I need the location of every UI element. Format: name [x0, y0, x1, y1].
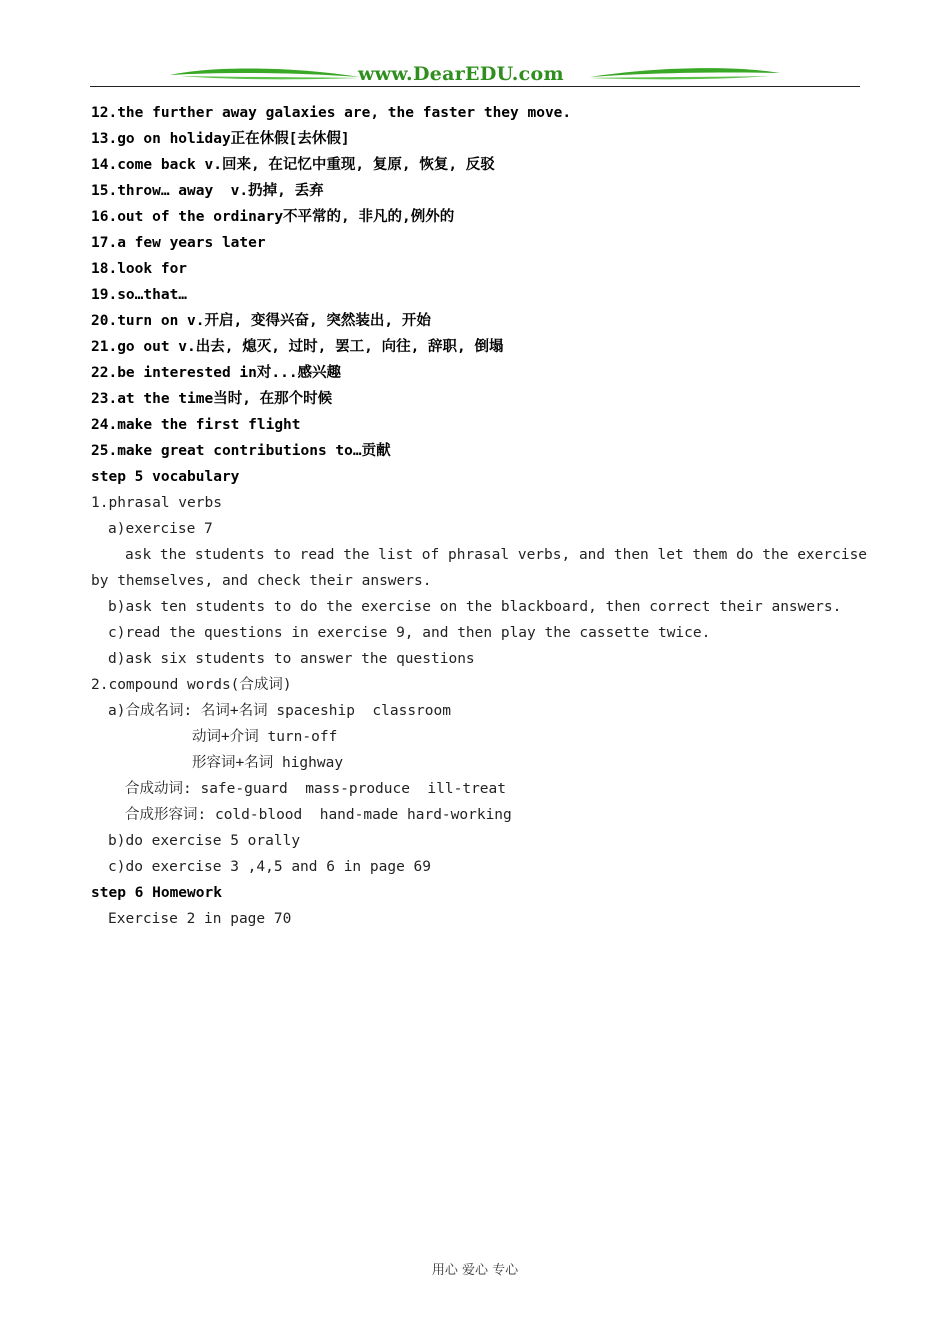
text-line: 25.make great contributions to…贡献 — [91, 443, 391, 459]
right-swoosh-decoration — [590, 66, 780, 82]
text-line: step 5 vocabulary — [91, 469, 240, 485]
text-line: 15.throw… away v.扔掉, 丢弃 — [91, 183, 324, 199]
text-line: Exercise 2 in page 70 — [108, 911, 292, 927]
text-line: 2.compound words(合成词) — [91, 677, 292, 693]
page-header — [90, 60, 860, 90]
text-line: c)read the questions in exercise 9, and then play the cassette twice. — [108, 625, 711, 641]
text-line: a)exercise 7 — [108, 521, 213, 537]
text-line: 17.a few years later — [91, 235, 266, 251]
header-rule — [90, 86, 860, 87]
text-line: 1.phrasal verbs — [91, 495, 222, 511]
text-line: d)ask six students to answer the questions — [108, 651, 475, 667]
text-line: 16.out of the ordinary不平常的, 非凡的,例外的 — [91, 209, 455, 225]
document-body — [91, 100, 868, 932]
text-line: 动词+介词 turn-off — [192, 729, 338, 745]
text-line: 24.make the first flight — [91, 417, 301, 433]
text-line: 22.be interested in对...感兴趣 — [91, 365, 342, 381]
text-line: 21.go out v.出去, 熄灭, 过时, 罢工, 向往, 辞职, 倒塌 — [91, 339, 504, 355]
text-line: step 6 Homework — [91, 885, 222, 901]
text-line: 14.come back v.回来, 在记忆中重现, 复原, 恢复, 反驳 — [91, 157, 495, 173]
text-line: a)合成名词: 名词+名词 spaceship classroom — [108, 703, 451, 719]
text-line: 12.the further away galaxies are, the faster they move. — [91, 105, 572, 121]
text-line: by themselves, and check their answers. — [91, 573, 432, 589]
text-line: 13.go on holiday正在休假[去休假] — [91, 131, 350, 147]
text-line: 23.at the time当时, 在那个时候 — [91, 391, 333, 407]
text-line: 18.look for — [91, 261, 188, 277]
page-footer: 用心 爱心 专心 — [431, 1263, 519, 1278]
text-line: 形容词+名词 highway — [192, 755, 344, 771]
text-line: 合成动词: safe-guard mass-produce ill-treat — [125, 781, 506, 797]
text-line: 19.so…that… — [91, 287, 188, 303]
text-line: b)do exercise 5 orally — [108, 833, 301, 849]
text-line: 20.turn on v.开启, 变得兴奋, 突然装出, 开始 — [91, 313, 431, 329]
left-swoosh-decoration — [170, 66, 360, 82]
text-line: ask the students to read the list of phrasal verbs, and then let them do the exercise — [125, 547, 868, 563]
text-line: b)ask ten students to do the exercise on the blackboard, then correct their answers. — [108, 599, 842, 615]
text-line: c)do exercise 3 ,4,5 and 6 in page 69 — [108, 859, 432, 875]
site-logo: www.DearEDU.com — [358, 63, 564, 85]
text-line: 合成形容词: cold-blood hand-made hard-working — [125, 807, 512, 823]
